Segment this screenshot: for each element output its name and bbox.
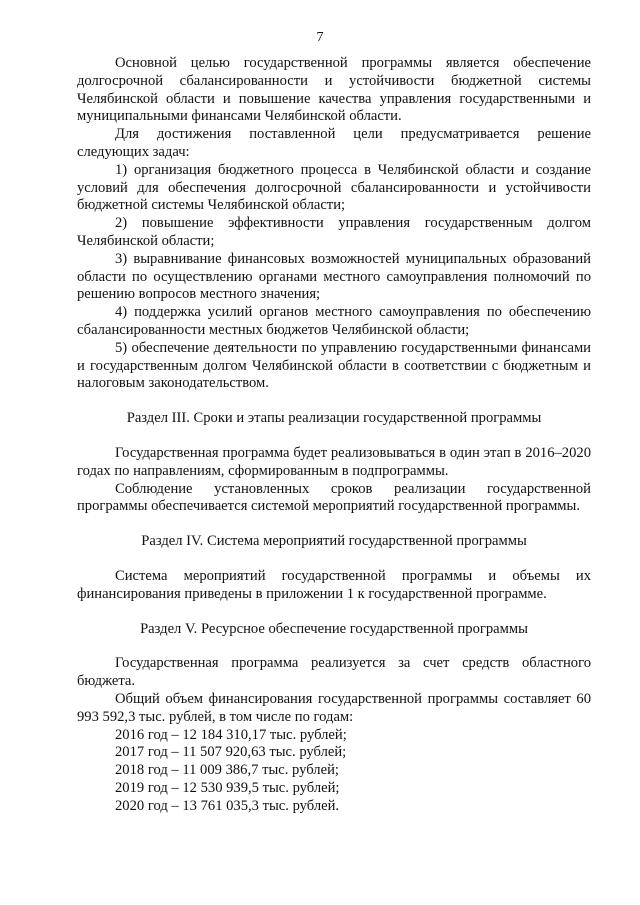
section-3-paragraph: Государственная программа будет реализовываться в один этап в 2016–2020 годах по направлениям, сформированным в подпрограммы. — [77, 444, 591, 479]
task-item: 4) поддержка усилий органов местного самоуправления по обеспечению сбалансированности местных бюджетов Челябинской области; — [77, 304, 591, 338]
section-5-paragraph: Общий объем финансирования государственной программы составляет 60 993 592,3 тыс. рублей, в том числе по годам: — [77, 690, 591, 725]
tasks-lead-paragraph: Для достижения поставленной цели предусматривается решение следующих задач: — [77, 126, 591, 160]
page-number: 7 — [316, 30, 324, 45]
funding-year-item: 2017 год – 11 507 920,63 тыс. рублей; — [115, 744, 347, 761]
funding-year-item: 2018 год – 11 009 386,7 тыс. рублей; — [115, 762, 339, 779]
task-item: 5) обеспечение деятельности по управлению государственными финансами и государственным долгом Челябинской области в соответствии с бюджетным и налоговым законодательством. — [77, 339, 591, 392]
section-5-paragraph: Государственная программа реализуется за счет средств областного бюджета. — [77, 655, 591, 690]
task-item: 2) повышение эффективности управления государственным долгом Челябинской области; — [77, 215, 591, 249]
task-item: 1) организация бюджетного процесса в Челябинской области и создание условий для обеспечения долгосрочной сбалансированности и устойчивости бюджетной системы Челябинской области; — [77, 161, 591, 214]
document-body — [77, 55, 591, 815]
section-3-heading: Раздел III. Сроки и этапы реализации государственной программы — [126, 410, 542, 427]
funding-year-item: 2020 год – 13 761 035,3 тыс. рублей. — [115, 797, 340, 814]
funding-by-year-list — [77, 727, 591, 816]
funding-year-item: 2019 год – 12 530 939,5 тыс. рублей; — [115, 779, 340, 796]
task-item: 3) выравнивание финансовых возможностей муниципальных образований области по осуществлению органами местного самоуправления полномочий по решению вопросов местного значения; — [77, 250, 591, 303]
goal-paragraph: Основной целью государственной программы является обеспечение долгосрочной сбалансированности и устойчивости бюджетной системы Челябинской области и повышение качества управления государственными и муниципальными финансами Челябинской области. — [77, 55, 591, 125]
funding-year-item: 2016 год – 12 184 310,17 тыс. рублей; — [115, 726, 347, 743]
section-4-paragraph: Система мероприятий государственной программы и объемы их финансирования приведены в приложении 1 к государственной программе. — [77, 567, 591, 602]
section-4-heading: Раздел IV. Система мероприятий государственной программы — [141, 533, 527, 550]
section-3-paragraph: Соблюдение установленных сроков реализации государственной программы обеспечивается системой мероприятий государственной программы. — [77, 480, 591, 515]
section-5-heading: Раздел V. Ресурсное обеспечение государственной программы — [140, 620, 528, 637]
